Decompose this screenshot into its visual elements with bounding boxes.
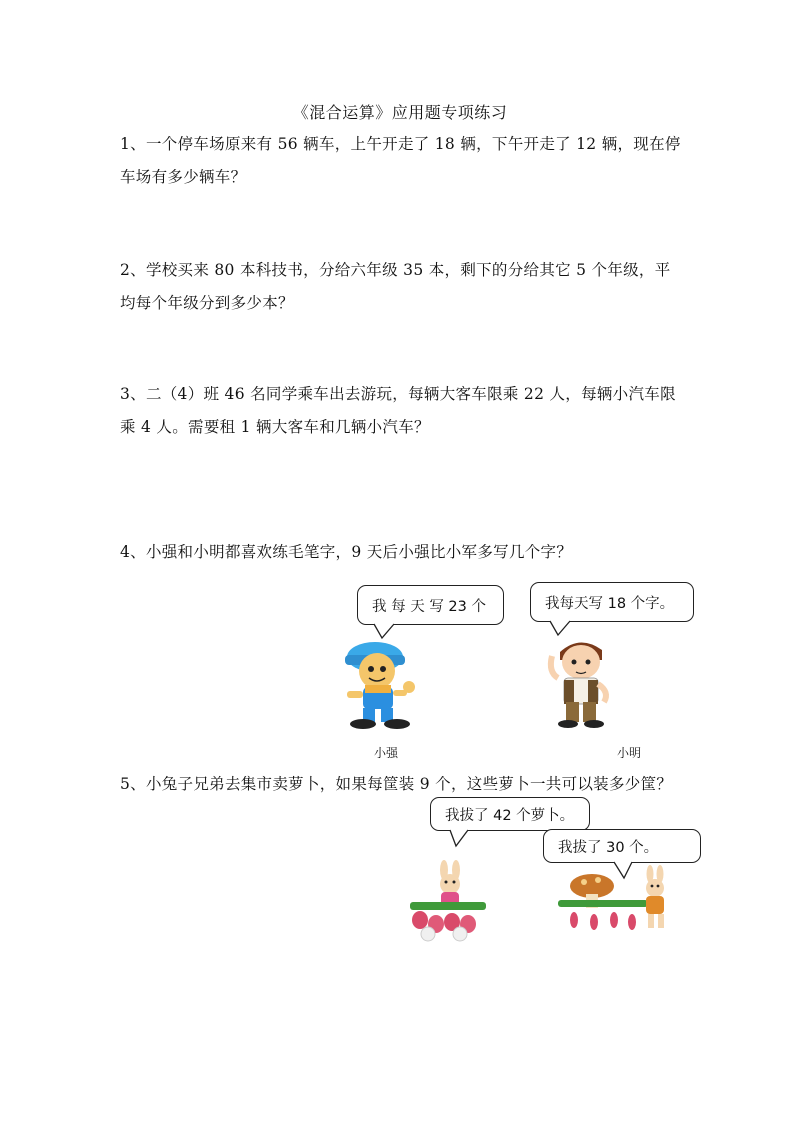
speech-bubble-xiaoqiang: 我 每 天 写 23 个 xyxy=(357,585,504,625)
question-1: 1、一个停车场原来有 56 辆车，上午开走了 18 辆，下午开走了 12 辆，现在停车场有多少辆车？ xyxy=(120,135,681,186)
question-3: 3、二（4）班 46 名同学乘车出去游玩，每辆大客车限乘 22 人，每辆小汽车限乘 4 人。需要租 1 辆大客车和几辆小汽车？ xyxy=(120,385,676,436)
speech-bubble-rabbit-2: 我拔了 30 个。 xyxy=(543,829,701,863)
question-4: 4、小强和小明都喜欢练毛笔字，9 天后小强比小军多写几个字？ xyxy=(120,543,573,561)
question-2: 2、学校买来 80 本科技书，分给六年级 35 本，剩下的分给其它 5 个年级，平均每个年级分到多少本？ xyxy=(120,261,671,312)
caption-xiaoming: 小明 xyxy=(617,746,642,760)
rabbit-with-mushroom-illustration xyxy=(558,868,673,940)
question-5: 5、小兔子兄弟去集市卖萝卜，如果每筐装 9 个，这些萝卜一共可以装多少筐？ xyxy=(120,775,673,793)
rabbit-with-radishes-illustration xyxy=(408,862,488,942)
caption-xiaoqiang: 小强 xyxy=(374,746,399,760)
bubble-tail xyxy=(448,828,478,850)
boy-xiaoqiang-illustration xyxy=(335,635,430,730)
boy-xiaoming-illustration xyxy=(540,632,625,730)
page-title: 《混合运算》应用题专项练习 xyxy=(292,103,508,122)
speech-bubble-rabbit-1: 我拔了 42 个萝卜。 xyxy=(430,797,590,831)
speech-bubble-xiaoming: 我每天写 18 个字。 xyxy=(530,582,694,622)
